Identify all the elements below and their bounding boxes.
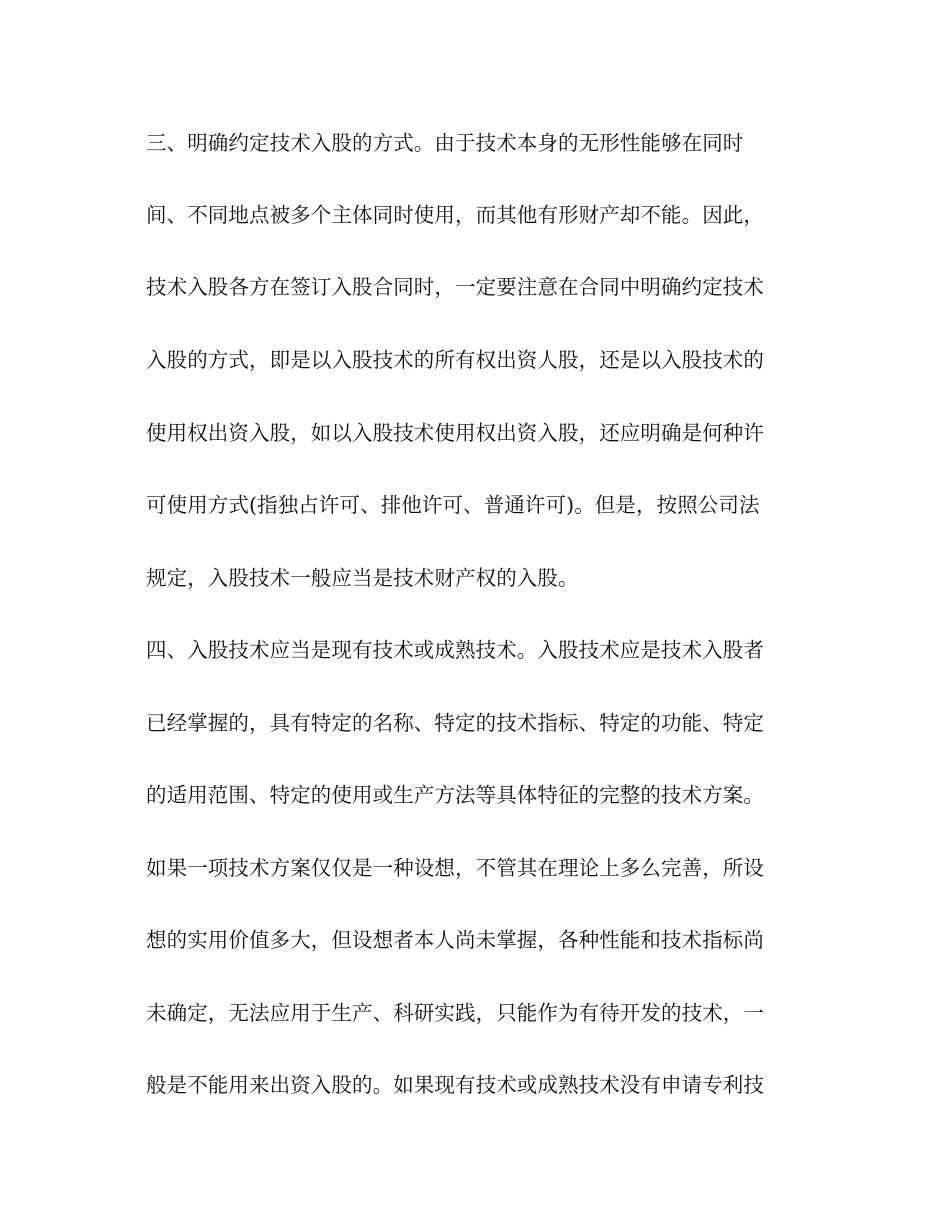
text-line: 的适用范围、特定的使用或生产方法等具体特征的完整的技术方案。 (146, 783, 764, 807)
text-line: 已经掌握的，具有特定的名称、特定的技术指标、特定的功能、特定 (146, 711, 764, 735)
text-line: 如果一项技术方案仅仅是一种设想，不管其在理论上多么完善，所设 (146, 856, 764, 880)
text-line: 般是不能用来出资入股的。如果现有技术或成熟技术没有申请专利技 (146, 1073, 764, 1097)
text-line: 使用权出资入股，如以入股技术使用权出资入股，还应明确是何种许 (146, 421, 764, 445)
text-line: 未确定，无法应用于生产、科研实践，只能作为有待开发的技术，一 (146, 1001, 764, 1025)
text-line: 间、不同地点被多个主体同时使用，而其他有形财产却不能。因此， (146, 203, 764, 227)
text-line: 规定，入股技术一般应当是技术财产权的入股。 (146, 566, 579, 590)
text-line: 四、入股技术应当是现有技术或成熟技术。入股技术应是技术入股者 (146, 638, 764, 662)
text-line: 可使用方式(指独占许可、排他许可、普通许可)。但是，按照公司法 (146, 493, 760, 517)
text-line: 入股的方式，即是以入股技术的所有权出资人股，还是以入股技术的 (146, 348, 764, 372)
text-line: 三、明确约定技术入股的方式。由于技术本身的无形性能够在同时 (146, 131, 744, 155)
text-line: 想的实用价值多大，但设想者本人尚未掌握，各种性能和技术指标尚 (146, 928, 764, 952)
text-line: 技术入股各方在签订入股合同时，一定要注意在合同中明确约定技术 (146, 275, 764, 299)
